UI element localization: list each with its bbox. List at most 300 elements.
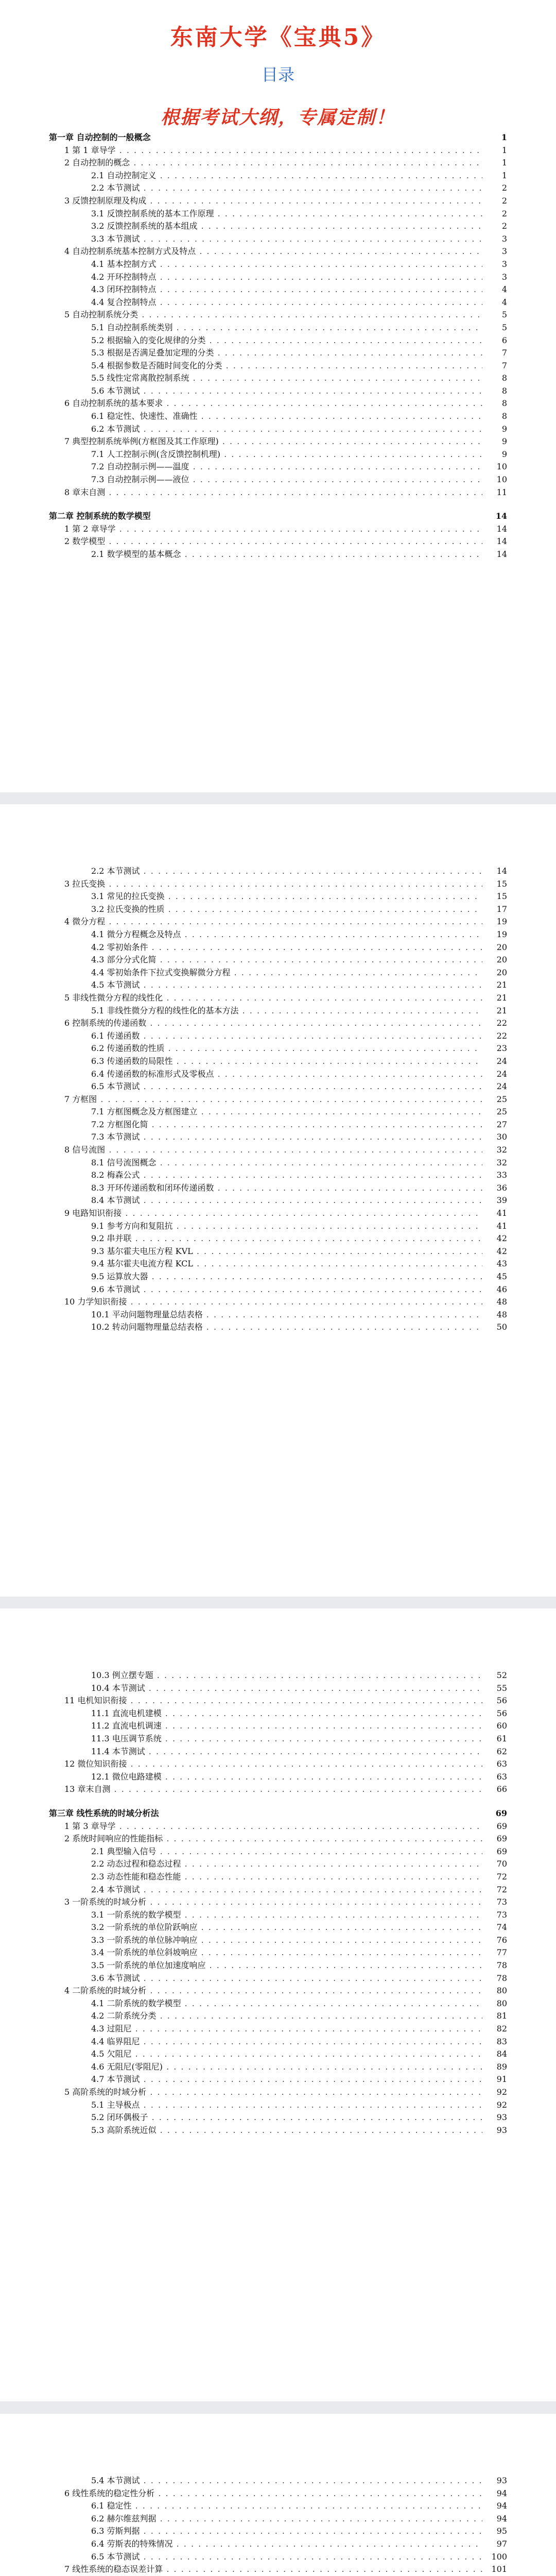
toc-section-entry[interactable] — [49, 1694, 507, 1707]
toc-entry-page-number: 4 — [501, 284, 507, 295]
toc-entry-title: 10.2 转动问题物理量总结表格 . . . — [49, 1321, 482, 1334]
toc-entry-title: 6 线性系统的稳定性分析 . . . — [49, 2487, 482, 2500]
toc-entry-title: 4.4 复合控制特点 . . . — [49, 296, 482, 309]
toc-subsection-entry[interactable] — [49, 258, 507, 271]
toc-subsection-entry[interactable] — [49, 2023, 507, 2036]
toc-entry-title: 3.6 本节测试 . . . — [49, 1972, 482, 1985]
toc-subsection-entry[interactable] — [49, 903, 507, 916]
toc-subsection-entry[interactable] — [49, 548, 507, 561]
toc-entry-title: 7.2 自动控制示例——温度 . . . — [49, 461, 482, 473]
toc-entry-title: 第三章 线性系统的时域分析法 — [49, 1808, 159, 1818]
toc-subsection-entry[interactable] — [49, 461, 507, 473]
toc-entry-title: 9.3 基尔霍夫电压方程 KVL . . . — [49, 1245, 482, 1258]
toc-entry-title: 5.6 本节测试 . . . — [49, 385, 482, 398]
toc-entry-title: 8.2 梅森公式 . . . — [49, 1169, 482, 1182]
toc-entry-page-number: 5 — [501, 310, 507, 320]
toc-entry-page-number: 69 — [496, 1846, 507, 1856]
toc-subsection-entry[interactable] — [49, 890, 507, 903]
toc-subsection-entry[interactable] — [49, 233, 507, 246]
toc-subsection-entry[interactable] — [49, 1771, 507, 1784]
toc-entry-page-number: 56 — [496, 1708, 507, 1718]
toc-section-entry[interactable] — [49, 523, 507, 536]
toc-entry-page-number: 11 — [496, 487, 507, 497]
toc-subsection-entry[interactable] — [49, 2513, 507, 2526]
toc-entry-title: 5.4 本节测试 . . . — [49, 2475, 482, 2487]
toc-entry-page-number: 94 — [496, 2513, 507, 2523]
toc-entry-title: 5.2 根据输入的变化规律的分类 . . . — [49, 334, 482, 347]
toc-entry-page-number: 8 — [501, 373, 507, 383]
toc-entry-page-number: 3 — [501, 272, 507, 282]
toc-heading: 目录 — [261, 65, 294, 84]
toc-section-entry[interactable] — [49, 1093, 507, 1106]
toc-entry-title: 5 自动控制系统分类 . . . — [49, 309, 482, 321]
toc-subsection-entry[interactable] — [49, 1220, 507, 1233]
toc-entry-title: 11.4 本节测试 . . . — [49, 1745, 482, 1758]
toc-entry-title: 3.1 常见的拉氏变换 . . . — [49, 890, 482, 903]
toc-entry-title: 4.4 零初始条件下拉式变换解微分方程 . . . — [49, 967, 482, 979]
toc-entry-title: 4.6 无阻尼(零阻尼) . . . — [49, 2061, 482, 2074]
toc-section-entry[interactable] — [49, 1017, 507, 1030]
toc-entry-page-number: 3 — [501, 259, 507, 269]
toc-subsection-entry[interactable] — [49, 2538, 507, 2551]
toc-entry-page-number: 92 — [496, 2087, 507, 2097]
toc-entry-title: 9.1 参考方向和复阻抗 . . . — [49, 1220, 482, 1233]
toc-entry-page-number: 89 — [496, 2061, 507, 2072]
toc-section-entry[interactable] — [49, 144, 507, 157]
toc-entry-page-number: 22 — [496, 1030, 507, 1041]
toc-entry-page-number: 93 — [496, 2112, 507, 2123]
toc-entry-title: 4.3 过阻尼 . . . — [49, 2023, 482, 2036]
toc-entry-title: 11.1 直流电机建模 . . . — [49, 1707, 482, 1720]
toc-subsection-entry[interactable] — [49, 1845, 507, 1858]
toc-entry-title: 6.1 稳定性、快速性、准确性 . . . — [49, 410, 482, 423]
toc-subsection-entry[interactable] — [49, 334, 507, 347]
toc-subsection-entry[interactable] — [49, 1972, 507, 1985]
toc-section-entry[interactable] — [49, 309, 507, 321]
toc-entry-title: 9.2 串并联 . . . — [49, 1232, 482, 1245]
toc-entry-page-number: 92 — [496, 2099, 507, 2110]
toc-entry-page-number: 52 — [496, 1670, 507, 1680]
toc-entry-page-number: 14 — [495, 511, 507, 521]
toc-subsection-entry[interactable] — [49, 1309, 507, 1321]
toc-entry-title: 第二章 控制系统的数学模型 — [49, 511, 151, 521]
toc-subsection-entry[interactable] — [49, 220, 507, 233]
toc-subsection-entry[interactable] — [49, 271, 507, 284]
toc-entry-title: 4.5 欠阻尼 . . . — [49, 2048, 482, 2061]
toc-page-2 — [0, 804, 556, 1597]
toc-subsection-entry[interactable] — [49, 448, 507, 461]
toc-entry-title: 2.2 本节测试 . . . — [49, 182, 482, 195]
toc-entry-title: 12.1 微位电路建模 . . . — [49, 1771, 482, 1784]
toc-entry-title: 11 电机知识衔接 . . . — [49, 1694, 482, 1707]
toc-subsection-entry[interactable] — [49, 2010, 507, 2023]
toc-entry-page-number: 55 — [496, 1683, 507, 1693]
toc-entry-page-number: 97 — [496, 2538, 507, 2549]
toc-entry-page-number: 81 — [496, 2011, 507, 2021]
toc-page-1 — [0, 0, 556, 792]
toc-entry-title: 4.7 本节测试 . . . — [49, 2073, 482, 2086]
toc-entry-page-number: 80 — [496, 1998, 507, 2008]
toc-section-entry[interactable] — [49, 157, 507, 170]
toc-entry-title: 4.3 闭环控制特点 . . . — [49, 283, 482, 296]
toc-entry-title: 6.1 稳定性 . . . — [49, 2500, 482, 2513]
toc-subsection-entry[interactable] — [49, 941, 507, 954]
toc-section-entry[interactable] — [49, 1833, 507, 1845]
toc-entry-title: 5.3 根据是否满足叠加定理的分类 . . . — [49, 347, 482, 360]
toc-entry-page-number: 1 — [501, 132, 507, 142]
toc-entry-title: 4.4 临界阻尼 . . . — [49, 2036, 482, 2048]
toc-entry-page-number: 101 — [491, 2564, 507, 2574]
toc-subsection-entry[interactable] — [49, 1042, 507, 1055]
toc-entry-title: 6.2 本节测试 . . . — [49, 423, 482, 436]
toc-entry-page-number: 5 — [501, 322, 507, 332]
toc-entry-title: 3.2 反馈控制系统的基本组成 . . . — [49, 220, 482, 233]
toc-entry-title: 4.1 二阶系统的数学模型 . . . — [49, 1997, 482, 2010]
toc-section-entry[interactable] — [49, 992, 507, 1005]
toc-entry-title: 3 一阶系统的时域分析 . . . — [49, 1896, 482, 1909]
toc-subsection-entry[interactable] — [49, 1030, 507, 1043]
toc-entry-page-number: 32 — [496, 1145, 507, 1155]
toc-entry-page-number: 20 — [496, 967, 507, 977]
toc-subsection-entry[interactable] — [49, 2048, 507, 2061]
toc-entry-page-number: 30 — [496, 1132, 507, 1142]
toc-entry-title: 1 第 3 章导学 . . . — [49, 1820, 482, 1833]
toc-entry-title: 第一章 自动控制的一般概念 — [49, 132, 151, 142]
toc-entry-page-number: 94 — [496, 2501, 507, 2511]
toc-entry-title: 3.2 一阶系统的单位阶跃响应 . . . — [49, 1921, 482, 1934]
toc-entry-title: 6.1 传递函数 . . . — [49, 1030, 482, 1043]
toc-entry-title: 7 典型控制系统举例(方框图及其工作原理) . . . — [49, 435, 482, 448]
toc-subsection-entry[interactable] — [49, 1194, 507, 1207]
toc-entry-page-number: 63 — [496, 1771, 507, 1782]
toc-list — [49, 1669, 507, 2137]
toc-entry-page-number: 24 — [496, 1069, 507, 1079]
toc-section-entry[interactable] — [49, 1985, 507, 1997]
toc-section-entry[interactable] — [49, 2487, 507, 2500]
toc-subsection-entry[interactable] — [49, 928, 507, 941]
toc-entry-title: 5.2 闭环偶极子 . . . — [49, 2111, 482, 2124]
toc-entry-page-number: 2 — [501, 195, 507, 206]
toc-entry-title: 6.3 劳斯判据 . . . — [49, 2525, 482, 2538]
toc-subsection-entry[interactable] — [49, 1934, 507, 1947]
toc-section-entry[interactable] — [49, 486, 507, 499]
toc-subsection-entry[interactable] — [49, 1270, 507, 1283]
toc-entry-title: 6 自动控制系统的基本要求 . . . — [49, 397, 482, 410]
toc-section-entry[interactable] — [49, 1207, 507, 1220]
toc-entry-page-number: 1 — [501, 145, 507, 155]
toc-entry-title: 3.5 一阶系统的单位加速度响应 . . . — [49, 1959, 482, 1972]
toc-subsection-entry[interactable] — [49, 1157, 507, 1170]
toc-subsection-entry[interactable] — [49, 1169, 507, 1182]
toc-entry-page-number: 91 — [496, 2074, 507, 2084]
toc-entry-page-number: 25 — [496, 1094, 507, 1104]
toc-subsection-entry[interactable] — [49, 321, 507, 334]
toc-list — [49, 865, 507, 1334]
toc-entry-title: 4.2 零初始条件 . . . — [49, 941, 482, 954]
toc-subsection-entry[interactable] — [49, 865, 507, 878]
toc-section-entry[interactable] — [49, 1896, 507, 1909]
toc-entry-page-number: 78 — [496, 1960, 507, 1971]
toc-subsection-entry[interactable] — [49, 347, 507, 360]
toc-entry-page-number: 3 — [501, 246, 507, 257]
toc-entry-title: 6.2 赫尔维兹判据 . . . — [49, 2513, 482, 2526]
toc-subsection-entry[interactable] — [49, 2525, 507, 2538]
toc-entry-page-number: 33 — [496, 1170, 507, 1180]
toc-entry-title: 1 第 2 章导学 . . . — [49, 523, 482, 536]
toc-entry-title: 3.2 拉氏变换的性质 . . . — [49, 903, 482, 916]
toc-entry-title: 4.2 二阶系统分类 . . . — [49, 2010, 482, 2023]
toc-subsection-entry[interactable] — [49, 1055, 507, 1068]
toc-subsection-entry[interactable] — [49, 2099, 507, 2112]
toc-entry-page-number: 48 — [496, 1297, 507, 1307]
toc-subsection-entry[interactable] — [49, 1182, 507, 1195]
toc-entry-title: 4.1 基本控制方式 . . . — [49, 258, 482, 271]
toc-subsection-entry[interactable] — [49, 1283, 507, 1296]
toc-subsection-entry[interactable] — [49, 170, 507, 182]
toc-entry-title: 6.5 本节测试 . . . — [49, 2551, 482, 2564]
toc-entry-title: 4.3 部分分式化简 . . . — [49, 954, 482, 967]
toc-entry-title: 7.1 人工控制示例(含反馈控制机理) . . . — [49, 448, 482, 461]
toc-section-entry[interactable] — [49, 1783, 507, 1796]
toc-entry-page-number: 93 — [496, 2125, 507, 2135]
toc-page-4 — [0, 2414, 556, 2576]
toc-subsection-entry[interactable] — [49, 1909, 507, 1922]
toc-entry-page-number: 61 — [496, 1733, 507, 1743]
toc-subsection-entry[interactable] — [49, 2124, 507, 2137]
toc-entry-title: 2.4 本节测试 . . . — [49, 1884, 482, 1896]
toc-subsection-entry[interactable] — [49, 182, 507, 195]
toc-entry-page-number: 21 — [496, 992, 507, 1003]
toc-entry-title: 6.5 本节测试 . . . — [49, 1080, 482, 1093]
toc-subsection-entry[interactable] — [49, 2036, 507, 2048]
toc-entry-title: 7.2 方框图化简 . . . — [49, 1118, 482, 1131]
toc-subsection-entry[interactable] — [49, 954, 507, 967]
toc-entry-page-number: 14 — [496, 549, 507, 559]
toc-subsection-entry[interactable] — [49, 1131, 507, 1144]
toc-entry-title: 6.2 传递函数的性质 . . . — [49, 1042, 482, 1055]
toc-entry-title: 5 非线性微分方程的线性化 . . . — [49, 992, 482, 1005]
toc-entry-page-number: 100 — [491, 2551, 507, 2562]
toc-entry-page-number: 80 — [496, 1986, 507, 1996]
toc-subsection-entry[interactable] — [49, 1669, 507, 1682]
toc-entry-page-number: 14 — [496, 523, 507, 534]
toc-entry-page-number: 76 — [496, 1935, 507, 1945]
toc-entry-page-number: 17 — [496, 904, 507, 914]
toc-page-3 — [0, 1608, 556, 2401]
toc-entry-title: 6.4 劳斯表的特殊情况 . . . — [49, 2538, 482, 2551]
toc-entry-title: 2.1 数学模型的基本概念 . . . — [49, 548, 482, 561]
toc-entry-page-number: 36 — [496, 1182, 507, 1193]
toc-subsection-entry[interactable] — [49, 967, 507, 979]
toc-subsection-entry[interactable] — [49, 979, 507, 992]
toc-subsection-entry[interactable] — [49, 1245, 507, 1258]
toc-entry-title: 2 系统时间响应的性能指标 . . . — [49, 1833, 482, 1845]
toc-entry-page-number: 74 — [496, 1922, 507, 1933]
toc-entry-title: 10.1 平动问题物理量总结表格 . . . — [49, 1309, 482, 1321]
toc-entry-title: 9.5 运算放大器 . . . — [49, 1270, 482, 1283]
toc-entry-title: 9 电路知识衔接 . . . — [49, 1207, 482, 1220]
toc-entry-page-number: 1 — [501, 158, 507, 168]
toc-entry-title: 9.4 基尔霍夫电流方程 KCL . . . — [49, 1258, 482, 1270]
toc-subsection-entry[interactable] — [49, 296, 507, 309]
toc-entry-page-number: 8 — [501, 385, 507, 396]
toc-entry-page-number: 77 — [496, 1947, 507, 1958]
toc-entry-page-number: 94 — [496, 2488, 507, 2498]
toc-section-entry[interactable] — [49, 195, 507, 208]
toc-entry-title: 4.2 开环控制特点 . . . — [49, 271, 482, 284]
toc-entry-page-number: 69 — [495, 1808, 507, 1818]
toc-subsection-entry[interactable] — [49, 1733, 507, 1745]
toc-entry-page-number: 9 — [501, 423, 507, 434]
toc-chapter-entry[interactable] — [49, 131, 507, 144]
toc-subsection-entry[interactable] — [49, 1321, 507, 1334]
toc-entry-page-number: 2 — [501, 208, 507, 218]
toc-section-entry[interactable] — [49, 1820, 507, 1833]
toc-section-entry[interactable] — [49, 435, 507, 448]
toc-entry-page-number: 8 — [501, 398, 507, 409]
toc-section-entry[interactable] — [49, 878, 507, 891]
toc-entry-title: 2.3 动态性能和稳态性能 . . . — [49, 1871, 482, 1884]
toc-entry-page-number: 15 — [496, 878, 507, 889]
toc-entry-page-number: 78 — [496, 1973, 507, 1983]
toc-chapter-entry[interactable] — [49, 510, 507, 523]
toc-section-entry[interactable] — [49, 1144, 507, 1157]
toc-entry-page-number: 46 — [496, 1284, 507, 1294]
toc-entry-page-number: 50 — [496, 1322, 507, 1332]
toc-subsection-entry[interactable] — [49, 360, 507, 372]
toc-section-entry[interactable] — [49, 2563, 507, 2576]
toc-subsection-entry[interactable] — [49, 1682, 507, 1695]
toc-entry-page-number: 42 — [496, 1246, 507, 1256]
toc-entry-title: 3.3 一阶系统的单位脉冲响应 . . . — [49, 1934, 482, 1947]
toc-entry-page-number: 41 — [496, 1208, 507, 1218]
toc-chapter-entry[interactable] — [49, 1807, 507, 1820]
toc-entry-page-number: 24 — [496, 1056, 507, 1066]
toc-entry-page-number: 69 — [496, 1834, 507, 1844]
toc-subsection-entry[interactable] — [49, 1080, 507, 1093]
toc-entry-title: 2 自动控制的概念 . . . — [49, 157, 482, 170]
toc-entry-page-number: 2 — [501, 221, 507, 231]
toc-entry-page-number: 1 — [501, 170, 507, 180]
toc-subsection-entry[interactable] — [49, 1884, 507, 1896]
toc-subsection-entry[interactable] — [49, 1745, 507, 1758]
document-title: 东南大学《宝典5》 — [170, 24, 386, 50]
toc-entry-page-number: 32 — [496, 1157, 507, 1167]
toc-subsection-entry[interactable] — [49, 1258, 507, 1270]
toc-entry-title: 5.4 根据参数是否随时间变化的分类 . . . — [49, 360, 482, 372]
toc-subsection-entry[interactable] — [49, 1005, 507, 1018]
toc-subsection-entry[interactable] — [49, 2111, 507, 2124]
toc-subsection-entry[interactable] — [49, 1946, 507, 1959]
toc-subsection-entry[interactable] — [49, 2551, 507, 2564]
toc-entry-page-number: 72 — [496, 1871, 507, 1882]
toc-subsection-entry[interactable] — [49, 1232, 507, 1245]
toc-entry-title: 10.4 本节测试 . . . — [49, 1682, 482, 1695]
toc-subsection-entry[interactable] — [49, 208, 507, 221]
toc-entry-title: 2.1 自动控制定义 . . . — [49, 170, 482, 182]
toc-entry-title: 7.3 本节测试 . . . — [49, 1131, 482, 1144]
toc-subsection-entry[interactable] — [49, 2073, 507, 2086]
toc-subsection-entry[interactable] — [49, 1118, 507, 1131]
toc-entry-page-number: 82 — [496, 2024, 507, 2034]
toc-entry-title: 7 线性系统的稳态误差计算 . . . — [49, 2563, 482, 2576]
toc-subsection-entry[interactable] — [49, 1959, 507, 1972]
toc-subsection-entry[interactable] — [49, 473, 507, 486]
toc-entry-title: 2.1 典型输入信号 . . . — [49, 1845, 482, 1858]
toc-entry-page-number: 60 — [496, 1721, 507, 1731]
toc-section-entry[interactable] — [49, 916, 507, 928]
toc-subsection-entry[interactable] — [49, 1997, 507, 2010]
toc-subsection-entry[interactable] — [49, 1871, 507, 1884]
toc-entry-page-number: 7 — [501, 360, 507, 370]
toc-entry-page-number: 62 — [496, 1746, 507, 1756]
toc-entry-page-number: 83 — [496, 2036, 507, 2046]
toc-entry-title: 2.2 本节测试 . . . — [49, 865, 482, 878]
toc-entry-title: 8 信号流图 . . . — [49, 1144, 482, 1157]
toc-entry-title: 6 控制系统的传递函数 . . . — [49, 1017, 482, 1030]
toc-entry-page-number: 3 — [501, 233, 507, 244]
toc-entry-title: 3.4 一阶系统的单位斜坡响应 . . . — [49, 1946, 482, 1959]
toc-subsection-entry[interactable] — [49, 2500, 507, 2513]
toc-entry-page-number: 9 — [501, 449, 507, 459]
toc-subsection-entry[interactable] — [49, 1720, 507, 1733]
toc-entry-title: 3 反馈控制原理及构成 . . . — [49, 195, 482, 208]
toc-section-entry[interactable] — [49, 1758, 507, 1771]
toc-entry-title: 4 微分方程 . . . — [49, 916, 482, 928]
toc-section-entry[interactable] — [49, 535, 507, 548]
toc-section-entry[interactable] — [49, 2086, 507, 2099]
toc-entry-page-number: 21 — [496, 980, 507, 990]
toc-subsection-entry[interactable] — [49, 1707, 507, 1720]
toc-entry-page-number: 15 — [496, 891, 507, 902]
toc-entry-title: 10.3 例立摆专题 . . . — [49, 1669, 482, 1682]
toc-subsection-entry[interactable] — [49, 1858, 507, 1871]
toc-entry-page-number: 48 — [496, 1309, 507, 1319]
toc-entry-page-number: 7 — [501, 348, 507, 358]
toc-entry-title: 4.5 本节测试 . . . — [49, 979, 482, 992]
toc-entry-page-number: 56 — [496, 1696, 507, 1706]
toc-entry-title: 10 力学知识衔接 . . . — [49, 1296, 482, 1309]
toc-subsection-entry[interactable] — [49, 372, 507, 385]
toc-entry-title: 7.1 方框图概念及方框图建立 . . . — [49, 1106, 482, 1118]
toc-entry-page-number: 70 — [496, 1859, 507, 1869]
toc-entry-page-number: 39 — [496, 1195, 507, 1206]
toc-subsection-entry[interactable] — [49, 385, 507, 398]
toc-entry-title: 4 二阶系统的时域分析 . . . — [49, 1985, 482, 1997]
toc-entry-page-number: 45 — [496, 1272, 507, 1281]
toc-section-entry[interactable] — [49, 1296, 507, 1309]
toc-subsection-entry[interactable] — [49, 410, 507, 423]
toc-entry-title: 3.1 一阶系统的数学模型 . . . — [49, 1909, 482, 1922]
toc-entry-page-number: 73 — [496, 1909, 507, 1920]
toc-subsection-entry[interactable] — [49, 2061, 507, 2074]
toc-entry-title: 3.1 反馈控制系统的基本工作原理 . . . — [49, 208, 482, 221]
toc-list — [49, 2475, 507, 2576]
toc-subsection-entry[interactable] — [49, 2475, 507, 2487]
toc-entry-page-number: 4 — [501, 297, 507, 307]
toc-entry-page-number: 42 — [496, 1233, 507, 1244]
toc-entry-page-number: 14 — [496, 866, 507, 876]
toc-section-entry[interactable] — [49, 397, 507, 410]
toc-entry-title: 8.4 本节测试 . . . — [49, 1194, 482, 1207]
toc-section-entry[interactable] — [49, 245, 507, 258]
toc-subsection-entry[interactable] — [49, 1921, 507, 1934]
toc-subsection-entry[interactable] — [49, 1068, 507, 1081]
toc-subsection-entry[interactable] — [49, 1106, 507, 1118]
toc-subsection-entry[interactable] — [49, 423, 507, 436]
toc-entry-title: 5.1 主导极点 . . . — [49, 2099, 482, 2112]
toc-subsection-entry[interactable] — [49, 283, 507, 296]
